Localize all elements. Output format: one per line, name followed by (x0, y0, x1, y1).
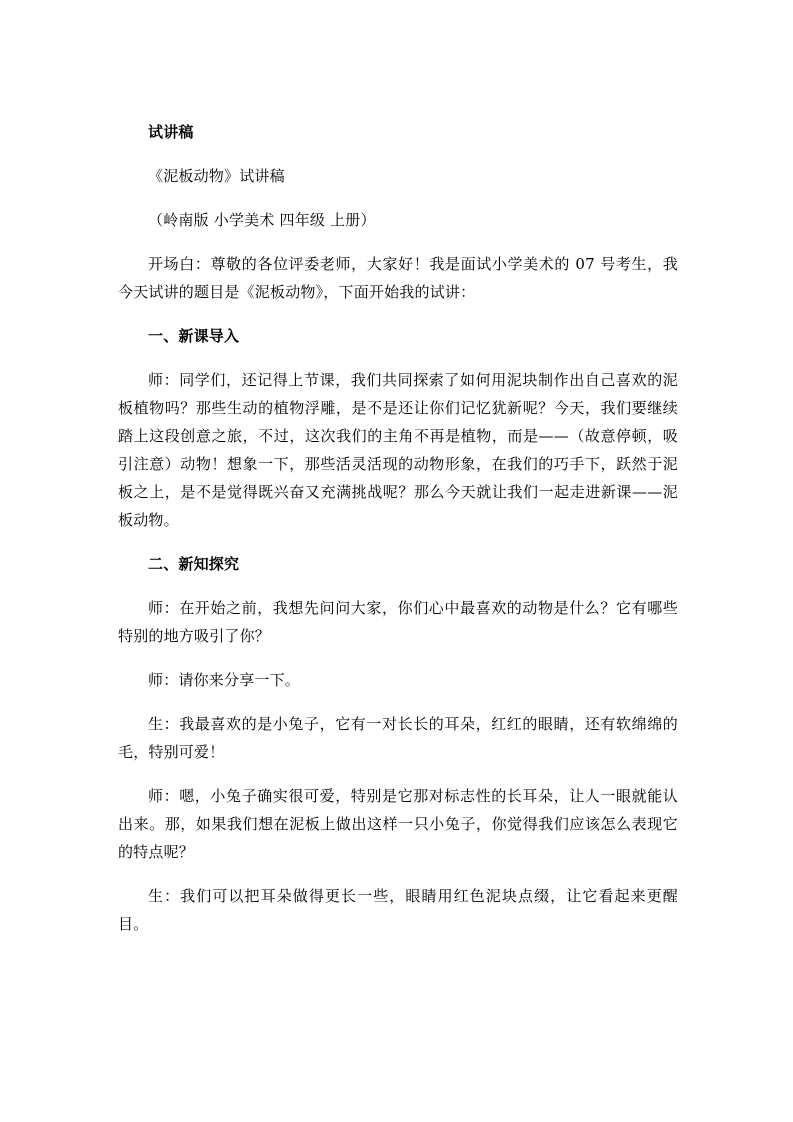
explore-paragraph-5: 生：我们可以把耳朵做得更长一些，眼睛用红色泥块点缀，让它看起来更醒目。 (118, 887, 678, 933)
explore-paragraph-2: 师：请你来分享一下。 (148, 671, 301, 689)
explore-paragraph-1: 师：在开始之前，我想先问问大家，你们心中最喜欢的动物是什么？它有哪些特别的地方吸引了你？ (118, 599, 678, 645)
document-body (118, 118, 678, 954)
explore-paragraph-3: 生：我最喜欢的是小兔子，它有一对长长的耳朵，红红的眼睛，还有软绵绵的毛，特别可爱！ (118, 715, 678, 761)
edition-info: （岭南版 小学美术 四年级 上册） (148, 211, 376, 229)
opening-paragraph: 开场白：尊敬的各位评委老师，大家好！我是面试小学美术的 07 号考生，我今天试讲的题目是《泥板动物》，下面开始我的试讲： (118, 255, 678, 301)
section-heading-intro: 一、新课导入 (148, 327, 240, 345)
document-title: 试讲稿 (148, 123, 194, 141)
lesson-title: 《泥板动物》试讲稿 (148, 167, 285, 185)
section-heading-explore: 二、新知探究 (148, 555, 240, 573)
intro-paragraph: 师：同学们，还记得上节课，我们共同探索了如何用泥块制作出自己喜欢的泥板植物吗？那些生动的植物浮雕，是不是还让你们记忆犹新呢？今天，我们要继续踏上这段创意之旅，不过，这次我们的主角不再是植物，而是——（故意停顿，吸引注意）动物！想象一下，那些活灵活现的动物形象，在我们的巧手下，跃然于泥板之上，是不是觉得既兴奋又充满挑战呢？那么今天就让我们一起走进新课——泥板动物。 (118, 371, 678, 529)
explore-paragraph-4: 师：嗯，小兔子确实很可爱，特别是它那对标志性的长耳朵，让人一眼就能认出来。那，如果我们想在泥板上做出这样一只小兔子，你觉得我们应该怎么表现它的特点呢？ (118, 787, 678, 861)
